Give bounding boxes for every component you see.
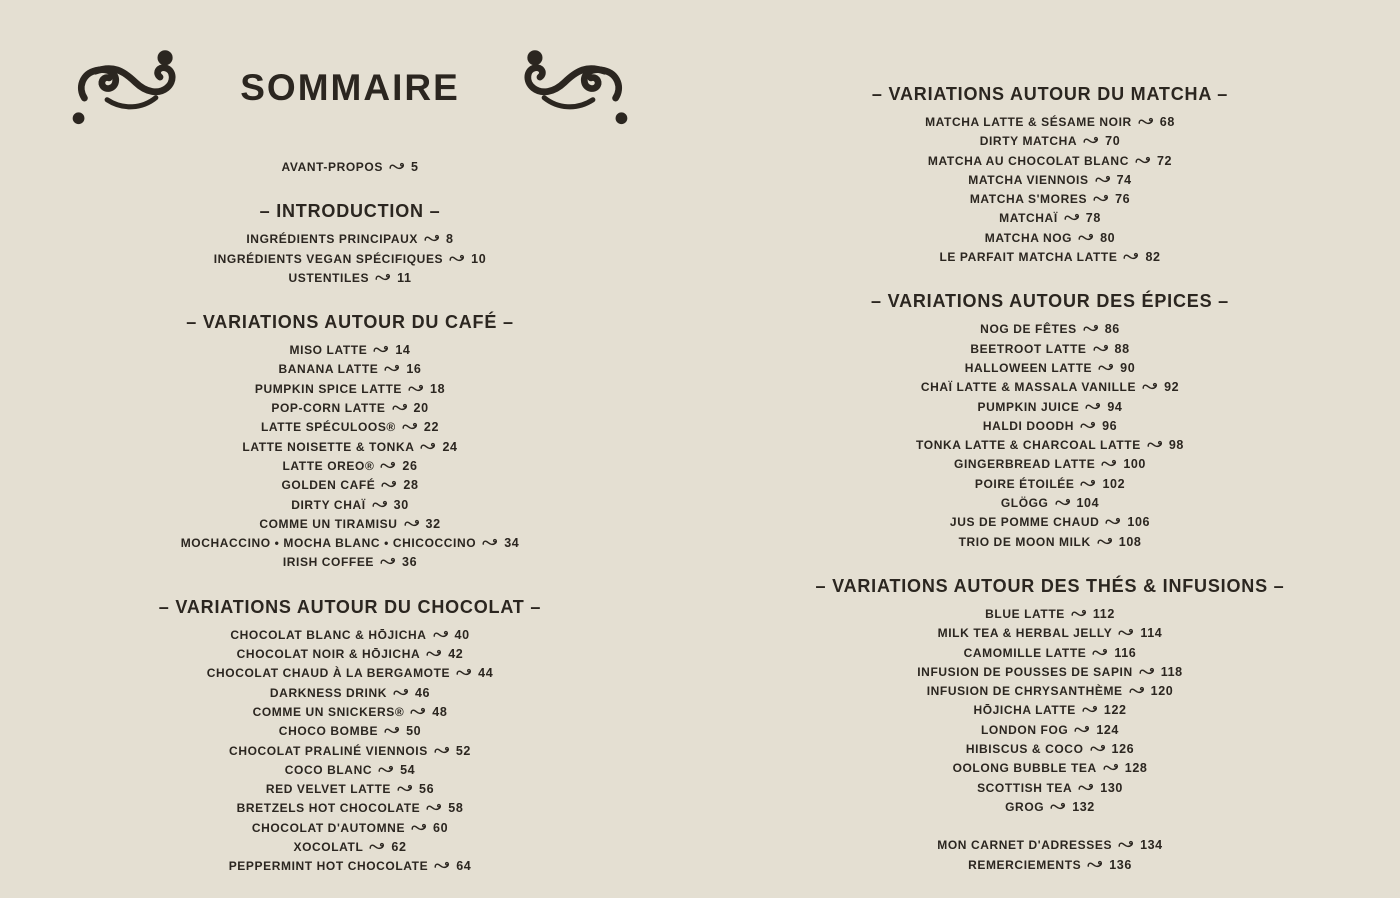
toc-item-page-number: 56: [419, 782, 435, 797]
toc-section: [700, 83, 1400, 267]
toc-item: [700, 359, 1400, 378]
toc-item: [700, 132, 1400, 151]
toc-item-page-number: 78: [1085, 211, 1101, 226]
toc-item-label: INGRÉDIENTS PRINCIPAUX: [246, 232, 419, 247]
toc-item-label: BRETZELS HOT CHOCOLATE: [236, 801, 421, 816]
toc-item-page-number: 130: [1100, 780, 1123, 795]
toc-item-label: GOLDEN CAFÉ: [281, 478, 376, 493]
toc-item: [700, 644, 1400, 663]
toc-item: [700, 209, 1400, 228]
toc-item: [0, 496, 700, 515]
toc-item-page-number: 60: [433, 820, 449, 835]
toc-item-page-number: 74: [1116, 172, 1132, 187]
toc-item-page-number: 11: [397, 270, 412, 285]
toc-item: [700, 856, 1400, 875]
toc-item-page-number: 18: [430, 381, 446, 396]
toc-item-label: HŌJICHA LATTE: [973, 703, 1076, 718]
swirl-separator-icon: [1095, 175, 1113, 184]
swirl-separator-icon: [1138, 117, 1156, 126]
toc-item-page-number: 58: [448, 801, 464, 816]
toc-item-page-number: 92: [1164, 380, 1180, 395]
swirl-separator-icon: [408, 384, 426, 393]
swirl-separator-icon: [456, 668, 474, 677]
toc-item-page-number: 118: [1160, 664, 1183, 679]
toc-item-label: CHOCOLAT D'AUTOMNE: [251, 820, 406, 835]
section-header: – INTRODUCTION –: [259, 201, 441, 222]
toc-item: [0, 553, 700, 572]
toc-item-page-number: 72: [1156, 153, 1173, 168]
toc-item-label: MATCHA S'MORES: [969, 192, 1088, 207]
toc-item-page-number: 50: [406, 724, 422, 739]
toc-item-page-number: 102: [1102, 476, 1126, 491]
toc-item: [0, 761, 700, 780]
toc-item-label: SCOTTISH TEA: [977, 780, 1073, 795]
toc-item-page-number: 100: [1123, 457, 1146, 472]
toc-item: [700, 798, 1400, 817]
toc-item: [700, 779, 1400, 798]
toc-item: [0, 819, 700, 838]
toc-item-page-number: 14: [395, 343, 411, 358]
toc-item: [0, 703, 700, 722]
toc-item: [700, 152, 1400, 171]
swirl-separator-icon: [1078, 233, 1096, 242]
toc-item: [0, 534, 700, 553]
page-title: SOMMAIRE: [240, 67, 460, 108]
swirl-separator-icon: [1101, 459, 1119, 468]
toc-item-label: CHOCOLAT CHAUD À LA BERGAMOTE: [206, 666, 451, 681]
swirl-separator-icon: [380, 461, 398, 470]
toc-item: [0, 742, 700, 761]
swirl-separator-icon: [1071, 609, 1089, 618]
toc-item-page-number: 124: [1096, 722, 1119, 737]
toc-item-page-number: 126: [1111, 742, 1135, 757]
toc-item-label: USTENTILES: [288, 270, 370, 285]
toc-item: [700, 320, 1400, 339]
toc-item: [700, 378, 1400, 397]
toc-item-label: MATCHA NOG: [984, 230, 1073, 245]
toc-item-page-number: 80: [1100, 230, 1116, 245]
toc-item-label: HALDI DOODH: [982, 418, 1075, 433]
swirl-separator-icon: [1135, 156, 1153, 165]
toc-item: [700, 682, 1400, 701]
swirl-separator-icon: [369, 842, 387, 851]
swirl-separator-icon: [404, 519, 422, 528]
toc-item: [700, 663, 1400, 682]
toc-item-label: INGRÉDIENTS VEGAN SPÉCIFIQUES: [213, 251, 444, 266]
toc-item-label: LATTE SPÉCULOOS®: [260, 420, 396, 435]
toc-item: [700, 436, 1400, 455]
toc-item-label: MATCHAÏ: [999, 211, 1058, 226]
toc-item: [700, 417, 1400, 436]
toc-item: [700, 171, 1400, 190]
toc-item-page-number: 8: [446, 232, 454, 247]
toc-item: [700, 248, 1400, 267]
section-header: – VARIATIONS AUTOUR DES ÉPICES –: [871, 291, 1229, 312]
toc-item-page-number: 114: [1140, 626, 1163, 641]
swirl-separator-icon: [426, 803, 444, 812]
toc-item-label: REMERCIEMENTS: [968, 857, 1082, 872]
swirl-separator-icon: [482, 538, 500, 547]
toc-item: [700, 340, 1400, 359]
toc-item: [0, 250, 700, 269]
swirl-separator-icon: [1055, 498, 1073, 507]
toc-item-label: LATTE NOISETTE & TONKA: [242, 439, 415, 454]
swirl-separator-icon: [373, 345, 391, 354]
toc-item-label: XOCOLATL: [293, 840, 364, 855]
toc-item: [700, 624, 1400, 643]
toc-item-label: TONKA LATTE & CHARCOAL LATTE: [916, 438, 1141, 453]
section-header: – VARIATIONS AUTOUR DU MATCHA –: [871, 84, 1229, 104]
section-header: – VARIATIONS AUTOUR DU CAFÉ –: [186, 312, 514, 333]
swirl-separator-icon: [1123, 252, 1141, 261]
swirl-separator-icon: [1129, 686, 1147, 695]
flourish-right-icon: [494, 46, 638, 130]
toc-item-label: COCO BLANC: [284, 762, 373, 777]
toc-item-label: MILK TEA & HERBAL JELLY: [937, 626, 1113, 641]
toc-item: [0, 684, 700, 703]
toc-item: [700, 513, 1400, 532]
toc-item-label: POIRE ÉTOILÉE: [974, 476, 1075, 491]
toc-item: [0, 269, 700, 288]
toc-item-label: CHOCO BOMBE: [278, 724, 379, 739]
toc-item-label: CHAÏ LATTE & MASSALA VANILLE: [920, 380, 1137, 395]
toc-item-label: RED VELVET LATTE: [265, 782, 392, 797]
toc-item-page-number: 54: [400, 762, 416, 777]
swirl-separator-icon: [1082, 705, 1100, 714]
swirl-separator-icon: [1085, 402, 1103, 411]
toc-item-label: HALLOWEEN LATTE: [964, 360, 1093, 375]
toc-item: [0, 399, 700, 418]
swirl-separator-icon: [1064, 213, 1082, 222]
swirl-separator-icon: [1050, 802, 1068, 811]
swirl-separator-icon: [434, 861, 452, 870]
toc-item-label: GLÖGG: [1000, 496, 1049, 511]
toc-section: [700, 836, 1400, 875]
toc-item-label: TRIO DE MOON MILK: [958, 534, 1091, 549]
toc-item-page-number: 24: [442, 439, 458, 454]
toc-item: [0, 838, 700, 857]
toc-item: [0, 457, 700, 476]
toc-section: [700, 575, 1400, 817]
toc-item: [0, 438, 700, 457]
toc-item-label: MISO LATTE: [289, 343, 368, 358]
toc-item-page-number: 44: [478, 666, 494, 681]
swirl-separator-icon: [1118, 628, 1136, 637]
swirl-separator-icon: [1080, 479, 1098, 488]
swirl-separator-icon: [378, 765, 396, 774]
toc-item-page-number: 52: [455, 743, 471, 758]
swirl-separator-icon: [1147, 440, 1165, 449]
toc-item: [700, 701, 1400, 720]
toc-item: [700, 836, 1400, 855]
toc-item-page-number: 90: [1120, 360, 1136, 375]
toc-item-page-number: 76: [1115, 192, 1131, 207]
swirl-separator-icon: [384, 364, 402, 373]
toc-item-page-number: 112: [1092, 606, 1115, 621]
swirl-separator-icon: [1118, 840, 1136, 849]
toc-item-label: DIRTY MATCHA: [979, 134, 1078, 149]
toc-item-label: CHOCOLAT BLANC & HŌJICHA: [230, 627, 427, 642]
toc-item-label: LONDON FOG: [981, 722, 1069, 737]
toc-item: [700, 605, 1400, 624]
toc-item: [0, 158, 700, 177]
toc-item-page-number: 134: [1140, 838, 1163, 853]
toc-item-page-number: 104: [1076, 496, 1100, 511]
swirl-separator-icon: [1080, 421, 1098, 430]
toc-section: [0, 596, 700, 877]
toc-item: [0, 645, 700, 664]
toc-item-page-number: 22: [423, 420, 439, 435]
toc-item-label: COMME UN TIRAMISU: [259, 516, 398, 531]
swirl-separator-icon: [410, 707, 428, 716]
right-column: [700, 0, 1400, 898]
swirl-separator-icon: [1092, 648, 1110, 657]
swirl-separator-icon: [1090, 744, 1108, 753]
toc-item-label: MATCHA LATTE & SÉSAME NOIR: [925, 115, 1132, 129]
toc-section: [700, 290, 1400, 552]
swirl-separator-icon: [1074, 725, 1092, 734]
toc-item-page-number: 20: [413, 401, 429, 416]
swirl-separator-icon: [1087, 860, 1105, 869]
toc-item-label: MOCHACCINO • MOCHA BLANC • CHICOCCINO: [180, 536, 477, 551]
toc-item-page-number: 16: [406, 362, 422, 377]
toc-item-page-number: 62: [391, 840, 407, 855]
toc-item: [0, 664, 700, 683]
toc-item-label: LE PARFAIT MATCHA LATTE: [939, 250, 1118, 265]
toc-right: [700, 83, 1400, 875]
swirl-separator-icon: [389, 162, 407, 171]
toc-item: [700, 455, 1400, 474]
swirl-separator-icon: [393, 688, 411, 697]
swirl-separator-icon: [1097, 537, 1115, 546]
swirl-separator-icon: [392, 403, 410, 412]
toc-item-page-number: 94: [1107, 399, 1123, 414]
toc-item-page-number: 116: [1114, 645, 1137, 660]
toc-item: [0, 780, 700, 799]
toc-item-label: LATTE OREO®: [282, 458, 375, 473]
swirl-separator-icon: [402, 422, 420, 431]
swirl-separator-icon: [1078, 783, 1096, 792]
toc-item-page-number: 36: [402, 555, 418, 570]
toc-item-page-number: 32: [425, 516, 441, 531]
toc-item-page-number: 10: [471, 251, 487, 266]
toc-item-label: HIBISCUS & COCO: [965, 742, 1084, 757]
toc-item: [0, 626, 700, 645]
toc-item-page-number: 122: [1103, 703, 1127, 718]
toc-item-label: MATCHA AU CHOCOLAT BLANC: [927, 153, 1129, 168]
toc-section: [0, 158, 700, 177]
toc-item-page-number: 136: [1109, 857, 1132, 872]
toc-item-page-number: 108: [1118, 534, 1142, 549]
toc-item-label: GROG: [1005, 799, 1045, 814]
toc-item-page-number: 26: [402, 458, 418, 473]
section-header: – VARIATIONS AUTOUR DES THÉS & INFUSIONS –: [815, 575, 1285, 596]
toc-item-label: BEETROOT LATTE: [970, 341, 1087, 356]
swirl-separator-icon: [1083, 324, 1101, 333]
toc-item-label: CHOCOLAT PRALINÉ VIENNOIS: [229, 743, 428, 758]
toc-item-label: NOG DE FÊTES: [980, 322, 1077, 337]
swirl-separator-icon: [449, 254, 467, 263]
toc-item-page-number: 132: [1072, 799, 1095, 814]
toc-item-label: COMME UN SNICKERS®: [252, 704, 405, 719]
toc-item: [0, 380, 700, 399]
toc-item-page-number: 86: [1104, 322, 1120, 337]
toc-item-page-number: 48: [432, 704, 448, 719]
toc-item: [700, 113, 1400, 132]
section-header: – VARIATIONS AUTOUR DU CHOCOLAT –: [158, 596, 542, 617]
toc-item-label: MATCHA VIENNOIS: [968, 172, 1089, 187]
toc-item-label: CHOCOLAT NOIR & HŌJICHA: [236, 647, 421, 662]
toc-item-label: CAMOMILLE LATTE: [963, 645, 1087, 660]
toc-item-label: OOLONG BUBBLE TEA: [952, 761, 1097, 776]
swirl-separator-icon: [397, 784, 415, 793]
toc-item-label: BANANA LATTE: [278, 362, 379, 377]
swirl-separator-icon: [411, 823, 429, 832]
toc-item: [0, 857, 700, 876]
toc-item: [0, 476, 700, 495]
toc-item-page-number: 70: [1105, 134, 1121, 149]
toc-item: [700, 494, 1400, 513]
toc-item-page-number: 5: [410, 160, 419, 174]
toc-item-page-number: 34: [504, 536, 520, 551]
toc-item: [700, 721, 1400, 740]
toc-item: [700, 190, 1400, 209]
toc-item: [0, 515, 700, 534]
toc-item: [0, 722, 700, 741]
toc-item-label: PUMPKIN SPICE LATTE: [254, 381, 403, 396]
toc-item-label: JUS DE POMME CHAUD: [949, 515, 1100, 530]
toc-item: [0, 341, 700, 360]
toc-item: [0, 799, 700, 818]
toc-item: [700, 229, 1400, 248]
toc-item-label: DARKNESS DRINK: [269, 685, 387, 700]
swirl-separator-icon: [1105, 517, 1123, 526]
swirl-separator-icon: [424, 234, 442, 243]
toc-item-page-number: 30: [393, 497, 409, 512]
toc-item-label: BLUE LATTE: [985, 606, 1065, 621]
toc-item-label: PEPPERMINT HOT CHOCOLATE: [228, 859, 429, 874]
toc-item: [700, 533, 1400, 552]
swirl-separator-icon: [372, 500, 390, 509]
swirl-separator-icon: [381, 480, 399, 489]
swirl-separator-icon: [433, 630, 451, 639]
toc-item-page-number: 98: [1168, 438, 1184, 453]
toc-item-label: GINGERBREAD LATTE: [954, 457, 1096, 472]
swirl-separator-icon: [1103, 763, 1121, 772]
toc-item: [0, 230, 700, 249]
swirl-separator-icon: [380, 557, 398, 566]
toc-item: [700, 398, 1400, 417]
toc-item-label: AVANT-PROPOS: [281, 160, 383, 174]
swirl-separator-icon: [384, 726, 402, 735]
toc-item-label: IRISH COFFEE: [282, 555, 375, 570]
toc-item-label: MON CARNET D'ADRESSES: [937, 838, 1113, 853]
toc-item-label: PUMPKIN JUICE: [977, 399, 1080, 414]
swirl-separator-icon: [375, 273, 393, 282]
toc-item-page-number: 64: [456, 859, 472, 874]
swirl-separator-icon: [420, 442, 438, 451]
toc-item-page-number: 120: [1150, 684, 1174, 699]
flourish-left-icon: [62, 46, 206, 130]
toc-item-label: INFUSION DE CHRYSANTHÈME: [926, 684, 1123, 699]
toc-item-page-number: 42: [448, 647, 464, 662]
title-row: [0, 42, 700, 134]
toc-left: [0, 158, 700, 877]
toc-item-page-number: 106: [1127, 515, 1151, 530]
toc-item: [0, 418, 700, 437]
swirl-separator-icon: [1098, 363, 1116, 372]
toc-item-page-number: 128: [1124, 761, 1148, 776]
toc-item-page-number: 68: [1159, 115, 1175, 129]
swirl-separator-icon: [1142, 382, 1160, 391]
toc-item-page-number: 88: [1114, 341, 1130, 356]
toc-section: [0, 200, 700, 288]
toc-item: [700, 740, 1400, 759]
toc-item-label: INFUSION DE POUSSES DE SAPIN: [917, 664, 1133, 679]
toc-item-page-number: 82: [1145, 250, 1161, 265]
toc-item-page-number: 46: [414, 685, 431, 700]
swirl-separator-icon: [1083, 136, 1101, 145]
toc-item-page-number: 28: [403, 478, 419, 493]
toc-item-label: DIRTY CHAÏ: [291, 497, 366, 512]
swirl-separator-icon: [1093, 194, 1111, 203]
toc-item-page-number: 40: [454, 627, 470, 642]
toc-item-label: POP-CORN LATTE: [271, 401, 386, 416]
toc-section: [0, 311, 700, 573]
swirl-separator-icon: [1093, 344, 1111, 353]
toc-item-page-number: 96: [1102, 418, 1118, 433]
swirl-separator-icon: [434, 746, 452, 755]
toc-item: [700, 759, 1400, 778]
toc-item: [700, 475, 1400, 494]
toc-item: [0, 360, 700, 379]
swirl-separator-icon: [426, 649, 444, 658]
swirl-separator-icon: [1139, 667, 1157, 676]
